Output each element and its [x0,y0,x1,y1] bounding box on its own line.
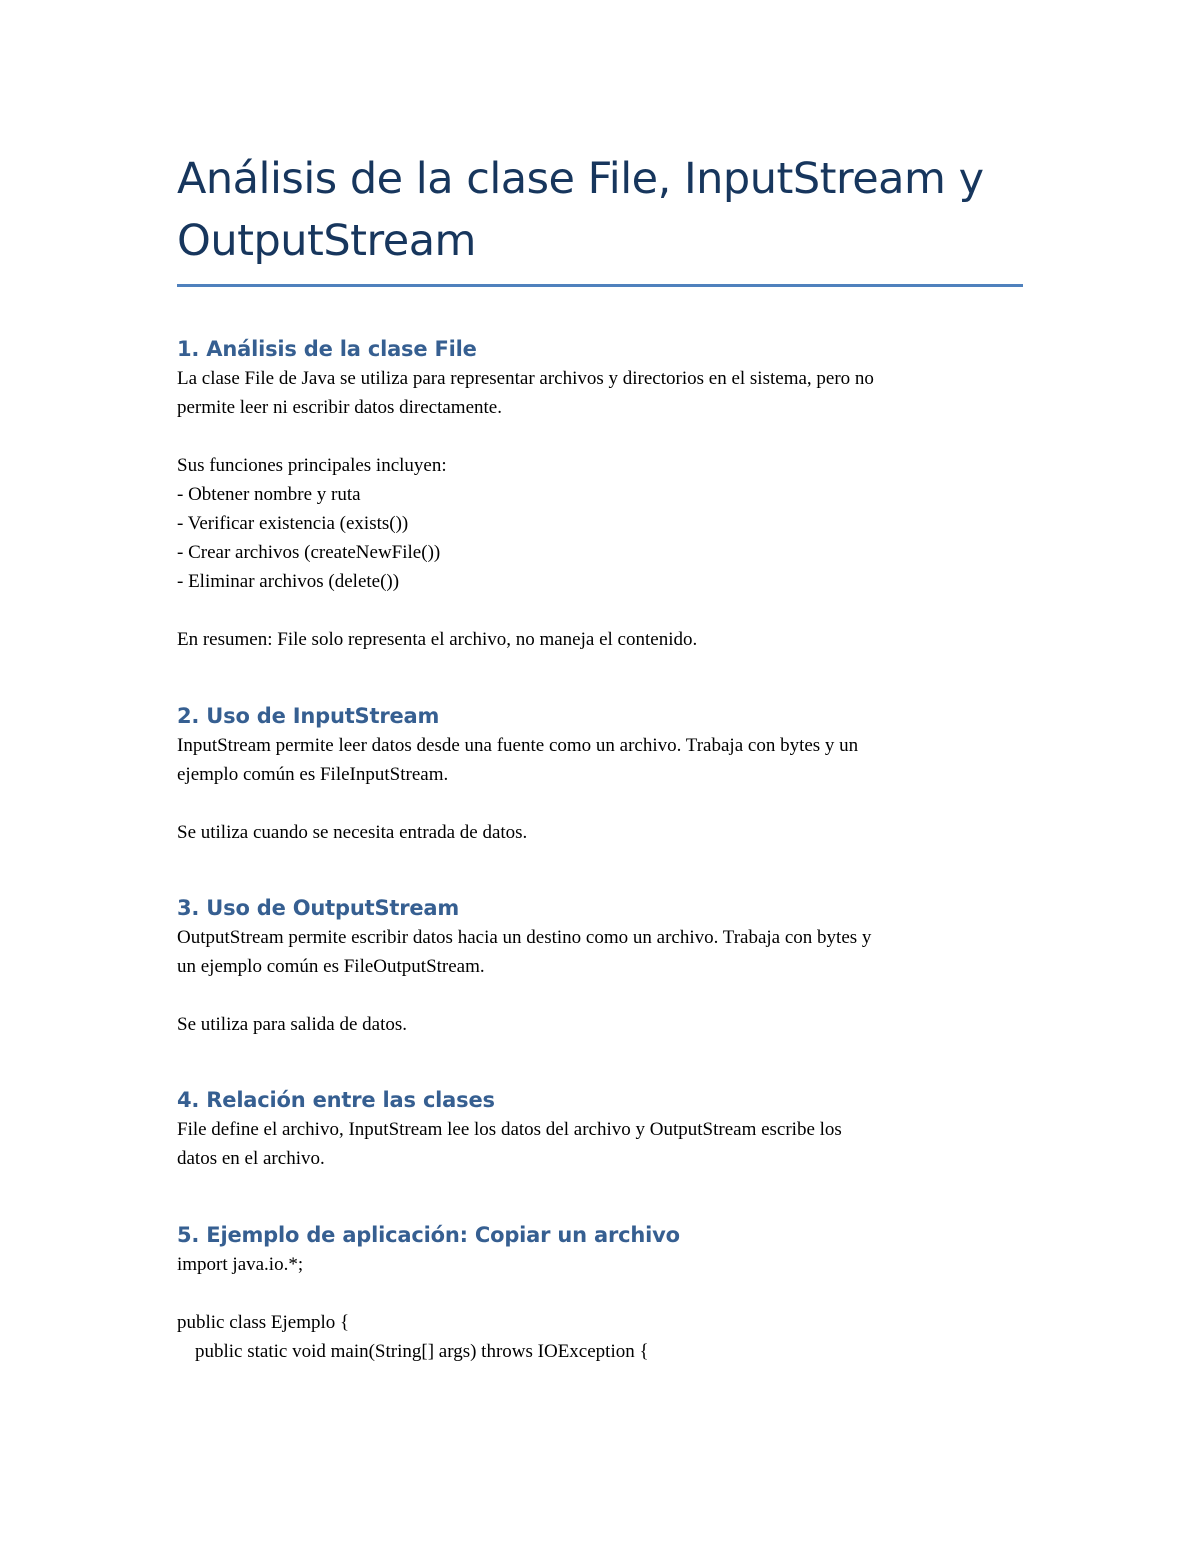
section-example [177,1220,1023,1366]
blank-line [177,422,1023,451]
code-line: public static void main(String[] args) throws IOException { [195,1341,649,1362]
document-content [177,148,1023,1366]
code-block [177,1250,1023,1366]
section-body [177,731,1023,847]
list-item: - Obtener nombre y ruta [177,484,361,505]
summary-line: Se utiliza cuando se necesita entrada de datos. [177,822,528,843]
section-body [177,364,1023,654]
list-item: - Verificar existencia (exists()) [177,513,409,534]
section-heading: 5. Ejemplo de aplicación: Copiar un archivo [177,1223,680,1247]
paragraph-line: datos en el archivo. [177,1148,325,1169]
title-underline [177,284,1023,287]
blank-line [177,789,1023,818]
paragraph-line: La clase File de Java se utiliza para representar archivos y directorios en el sistema, pero no [177,368,874,389]
document-title [177,148,1023,272]
section-relation [177,1085,1023,1173]
title-line-1: Análisis de la clase File, InputStream y [177,154,984,204]
blank-line [177,981,1023,1010]
list-intro: Sus funciones principales incluyen: [177,455,447,476]
section-inputstream [177,701,1023,847]
code-line: import java.io.*; [177,1254,304,1275]
summary-line: En resumen: File solo representa el archivo, no maneja el contenido. [177,629,698,650]
section-file-class [177,334,1023,654]
paragraph-line: OutputStream permite escribir datos hacia un destino como un archivo. Trabaja con bytes y [177,927,872,948]
section-outputstream [177,893,1023,1039]
paragraph-line: permite leer ni escribir datos directamente. [177,397,502,418]
paragraph-line: InputStream permite leer datos desde una fuente como un archivo. Trabaja con bytes y un [177,735,859,756]
paragraph-line: un ejemplo común es FileOutputStream. [177,956,485,977]
title-line-2: OutputStream [177,216,476,266]
section-body [177,923,1023,1039]
section-heading: 4. Relación entre las clases [177,1088,495,1112]
section-body [177,1115,1023,1173]
paragraph-line: ejemplo común es FileInputStream. [177,764,449,785]
section-heading: 3. Uso de OutputStream [177,896,460,920]
list-item: - Eliminar archivos (delete()) [177,571,400,592]
code-line: public class Ejemplo { [177,1312,350,1333]
list-item: - Crear archivos (createNewFile()) [177,542,441,563]
blank-line [177,1279,1023,1308]
paragraph-line: File define el archivo, InputStream lee los datos del archivo y OutputStream escribe los [177,1119,842,1140]
section-heading: 1. Análisis de la clase File [177,337,477,361]
blank-line [177,596,1023,625]
section-heading: 2. Uso de InputStream [177,704,440,728]
summary-line: Se utiliza para salida de datos. [177,1014,408,1035]
